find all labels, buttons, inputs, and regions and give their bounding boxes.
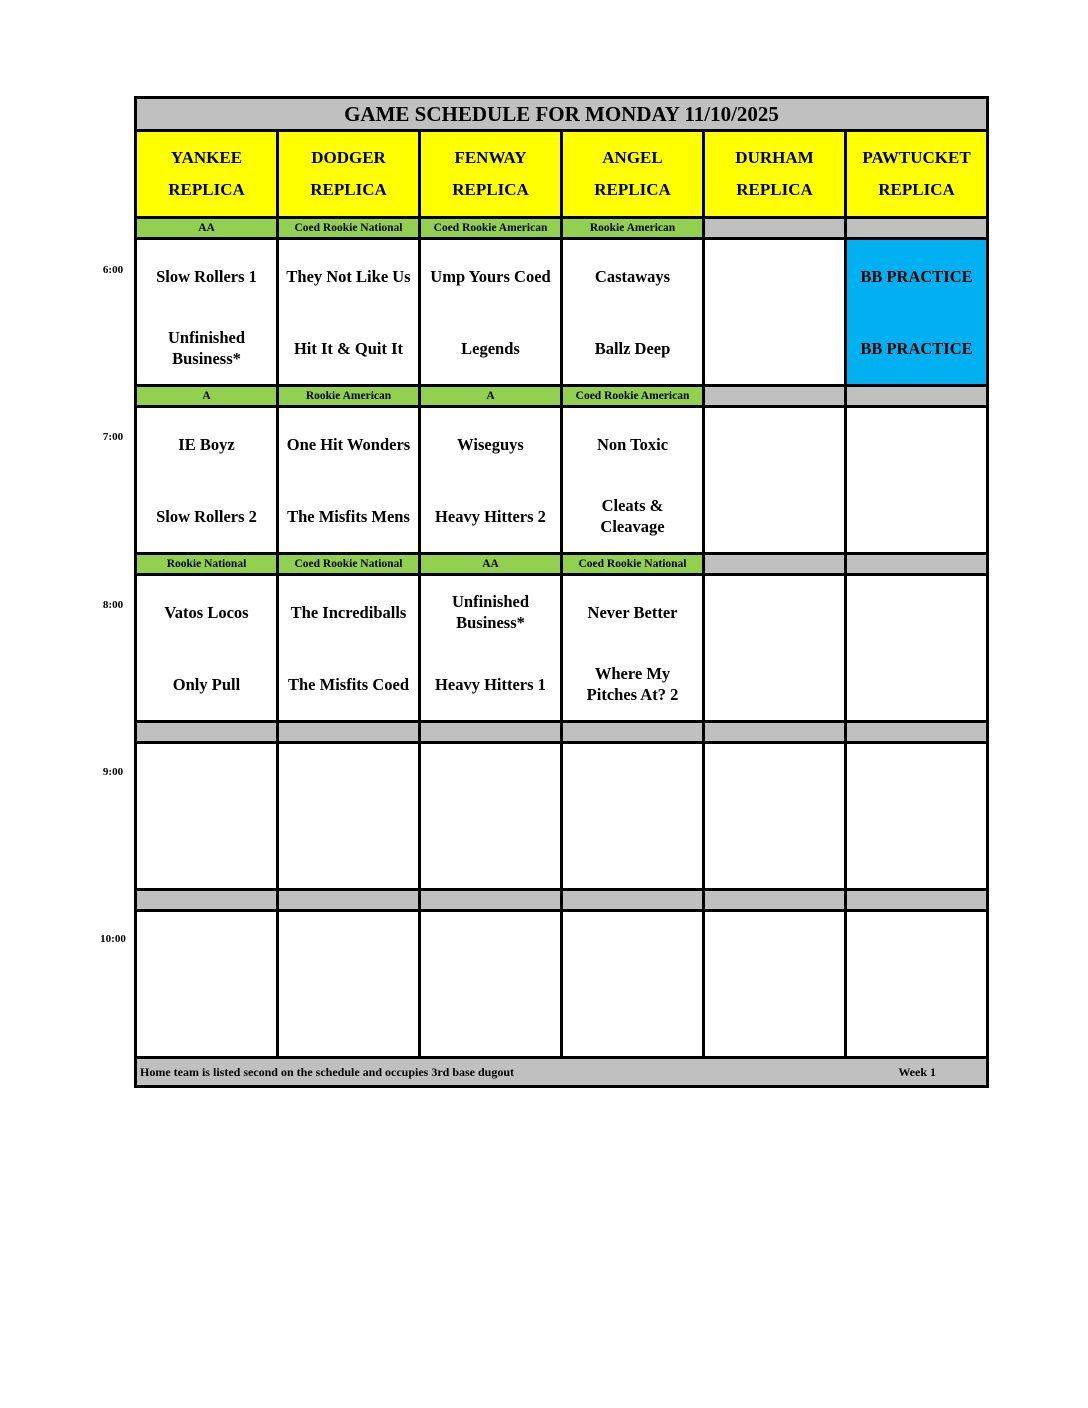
matchup-team: Unfinished Business*: [167, 328, 246, 368]
field-type: REPLICA: [168, 180, 245, 199]
division-label: [705, 555, 847, 573]
division-label: AA: [137, 219, 279, 237]
game-cell: [563, 576, 705, 720]
matchup-team: [771, 408, 779, 480]
field-header: [563, 132, 705, 216]
matchup-team: Unfinished Business*: [451, 592, 530, 632]
time-label: 10:00: [100, 933, 126, 945]
field-header-row: [137, 132, 986, 219]
game-cell: [847, 912, 986, 1056]
division-label: [421, 891, 563, 909]
division-label: [705, 723, 847, 741]
division-label: Coed Rookie American: [563, 387, 705, 405]
game-cell: [847, 408, 986, 552]
time-slot-row: [137, 912, 986, 1059]
matchup-team: [771, 240, 779, 312]
matchup-team: Heavy Hitters 1: [435, 674, 546, 694]
field-type: REPLICA: [878, 180, 955, 199]
field-header: [137, 132, 279, 216]
matchup-team: [345, 984, 353, 1056]
game-cell: [137, 240, 279, 384]
game-cell: [279, 912, 421, 1056]
division-label: Rookie American: [279, 387, 421, 405]
game-cell: [847, 576, 986, 720]
division-label: A: [421, 387, 563, 405]
time-label: 7:00: [102, 431, 124, 443]
game-cell: [279, 576, 421, 720]
matchup-team: Heavy Hitters 2: [435, 506, 546, 526]
time-label: 6:00: [102, 264, 124, 276]
division-label: Rookie American: [563, 219, 705, 237]
footer-note: Home team is listed second on the schedule and occupies 3rd base dugout: [140, 1064, 515, 1079]
matchup-team: Only Pull: [172, 674, 241, 694]
matchup-team: Ump Yours Coed: [430, 266, 551, 286]
division-label: [705, 891, 847, 909]
matchup-team: Legends: [461, 338, 520, 358]
matchup-team: Never Better: [587, 602, 678, 622]
matchup-team: [913, 480, 921, 552]
game-cell: [137, 912, 279, 1056]
matchup-team: [771, 312, 779, 384]
division-row: [137, 387, 986, 408]
field-type: REPLICA: [736, 180, 813, 199]
matchup-team: The Misfits Mens: [287, 506, 410, 526]
matchup-team: [629, 744, 637, 816]
matchup-team: Cleats & Cleavage: [600, 496, 665, 536]
field-name: ANGEL: [602, 148, 663, 167]
division-row: [137, 555, 986, 576]
matchup-team: [913, 816, 921, 888]
matchup-team: [913, 408, 921, 480]
field-name: DODGER: [311, 148, 386, 167]
matchup-team: Non Toxic: [596, 434, 669, 454]
game-cell: [563, 240, 705, 384]
division-row: [137, 723, 986, 744]
matchup-team: [771, 576, 779, 648]
division-row: [137, 891, 986, 912]
game-cell: [563, 744, 705, 888]
field-header: [705, 132, 847, 216]
matchup-team: [771, 816, 779, 888]
matchup-team: [629, 912, 637, 984]
matchup-team: Slow Rollers 2: [156, 506, 257, 526]
game-cell: [421, 744, 563, 888]
game-cell: [421, 576, 563, 720]
field-name: PAWTUCKET: [862, 148, 971, 167]
matchup-team: Vatos Locos: [164, 602, 249, 622]
time-slot-row: [137, 576, 986, 723]
matchup-team: [913, 576, 921, 648]
game-cell: [705, 576, 847, 720]
game-cell: [421, 240, 563, 384]
matchup-team: [913, 648, 921, 720]
division-label: AA: [421, 555, 563, 573]
field-header: [279, 132, 421, 216]
matchup-team: Castaways: [594, 266, 671, 286]
division-label: [563, 723, 705, 741]
matchup-team: Slow Rollers 1: [156, 266, 257, 286]
matchup-team: [913, 984, 921, 1056]
matchup-team: Hit It & Quit It: [293, 338, 404, 358]
matchup-team: One Hit Wonders: [286, 434, 411, 454]
matchup-team: [203, 984, 211, 1056]
division-label: [563, 891, 705, 909]
division-label: [847, 555, 986, 573]
division-label: Coed Rookie National: [279, 219, 421, 237]
matchup-team: The Misfits Coed: [288, 674, 409, 694]
division-label: [705, 219, 847, 237]
field-header: [847, 132, 986, 216]
division-label: [847, 723, 986, 741]
matchup-team: [203, 744, 211, 816]
matchup-team: [771, 480, 779, 552]
time-slot-row: [137, 408, 986, 555]
game-cell: [705, 240, 847, 384]
schedule-table: [134, 96, 989, 1088]
matchup-team: [345, 912, 353, 984]
division-label: [279, 891, 421, 909]
field-type: REPLICA: [594, 180, 671, 199]
matchup-team: IE Boyz: [178, 434, 235, 454]
matchup-team: [913, 744, 921, 816]
matchup-team: BB PRACTICE: [860, 338, 973, 358]
matchup-team: Where My Pitches At? 2: [586, 664, 679, 704]
matchup-team: [487, 912, 495, 984]
time-label: 9:00: [102, 766, 124, 778]
field-header: [421, 132, 563, 216]
matchup-team: Ballz Deep: [594, 338, 671, 358]
matchup-team: [771, 912, 779, 984]
footer: [137, 1059, 986, 1085]
matchup-team: [203, 912, 211, 984]
game-cell: [137, 408, 279, 552]
game-cell: [563, 912, 705, 1056]
division-label: [279, 723, 421, 741]
division-label: Coed Rookie National: [279, 555, 421, 573]
game-cell: [137, 576, 279, 720]
division-label: [705, 387, 847, 405]
matchup-team: The Incrediballs: [290, 602, 407, 622]
game-cell: [705, 744, 847, 888]
field-type: REPLICA: [310, 180, 387, 199]
matchup-team: [345, 816, 353, 888]
matchup-team: [487, 984, 495, 1056]
game-cell: [421, 408, 563, 552]
division-label: Coed Rookie National: [563, 555, 705, 573]
schedule-title: GAME SCHEDULE FOR MONDAY 11/10/2025: [137, 99, 986, 132]
game-cell: [279, 744, 421, 888]
field-name: DURHAM: [735, 148, 814, 167]
matchup-team: BB PRACTICE: [860, 266, 973, 286]
division-label: [847, 387, 986, 405]
matchup-team: [913, 912, 921, 984]
division-label: [137, 723, 279, 741]
field-type: REPLICA: [452, 180, 529, 199]
matchup-team: [345, 744, 353, 816]
matchup-team: They Not Like Us: [286, 266, 411, 286]
matchup-team: [771, 648, 779, 720]
time-slot-row: [137, 240, 986, 387]
field-name: FENWAY: [454, 148, 527, 167]
game-cell: [137, 744, 279, 888]
division-label: [847, 891, 986, 909]
game-cell: [279, 408, 421, 552]
matchup-team: [629, 816, 637, 888]
matchup-team: [771, 984, 779, 1056]
division-label: [137, 891, 279, 909]
game-cell: [847, 744, 986, 888]
game-cell: [279, 240, 421, 384]
division-row: [137, 219, 986, 240]
matchup-team: [487, 744, 495, 816]
division-label: Rookie National: [137, 555, 279, 573]
matchup-team: Wiseguys: [457, 434, 524, 454]
matchup-team: [487, 816, 495, 888]
time-label: 8:00: [102, 599, 124, 611]
game-cell: [563, 408, 705, 552]
matchup-team: [629, 984, 637, 1056]
division-label: Coed Rookie American: [421, 219, 563, 237]
week-label: Week 1: [898, 1064, 936, 1079]
division-label: A: [137, 387, 279, 405]
division-label: [421, 723, 563, 741]
field-name: YANKEE: [170, 148, 243, 167]
division-label: [847, 219, 986, 237]
game-cell: [705, 912, 847, 1056]
game-cell: [847, 240, 986, 384]
matchup-team: [771, 744, 779, 816]
matchup-team: [203, 816, 211, 888]
game-cell: [421, 912, 563, 1056]
game-cell: [705, 408, 847, 552]
time-slot-row: [137, 744, 986, 891]
